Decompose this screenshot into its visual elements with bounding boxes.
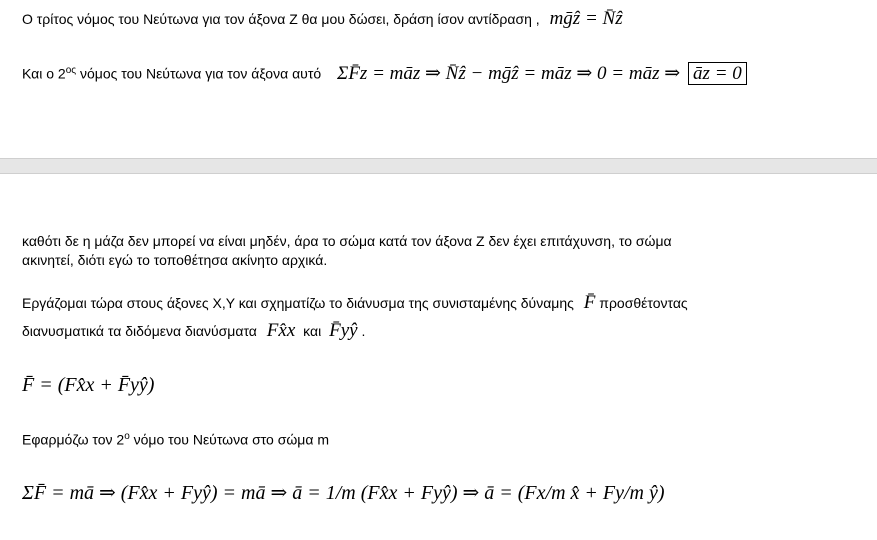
paragraph-resultant-force-line-1 [22,294,688,312]
third-law-text: Ο τρίτος νόμος του Νεύτωνα για τον άξονα Z θα μου δώσει, δράση ίσον αντίδραση , [22,11,540,27]
and-word: και [303,323,322,339]
equation-resultant-force: F̄ = (Fx̂x + F̄yŷ) [22,374,155,396]
vector-fy-formula: F̄yŷ [329,320,358,341]
newton-third-law-line [22,10,623,28]
resultant-force-text-end: προσθέτοντας [599,295,688,311]
second-law-text: νόμος του Νεύτωνα για τον άξονα αυτό [76,65,322,82]
paragraph-no-acceleration-line-2: ακινητεί, διότι εγώ το τοποθέτησα ακίνητο αρχικά. [22,252,328,268]
equation-acceleration-derivation: ΣF̄ = mā ⇒ (Fx̂x + Fyŷ) = mā ⇒ ā = 1/m (Fx̂x + Fyŷ) ⇒ ā = (Fx/m x̂ + Fy/m ŷ) [22,482,665,504]
document-page-2 [0,174,877,540]
page-separator [0,158,877,174]
apply-law-text-end: νόμο του Νεύτωνα στο σώμα m [129,431,330,448]
vectors-given-text: διανυσματικά τα διδόμενα διανύσματα [22,323,257,339]
second-law-prefix: Και ο 2 [22,65,66,82]
second-law-sup: ος [65,65,77,76]
newton-second-law-z-line [22,62,747,83]
apply-law-text: Εφαρμόζω τον 2 [22,431,125,448]
third-law-formula: mḡẑ = N̄ẑ [549,8,623,29]
resultant-force-text: Εργάζομαι τώρα στους άξονες X,Y και σχηματίζω το διάνυσμα της συνισταμένης δύναμης [22,295,574,311]
second-law-z-formula: ΣF̄z = māz ⇒ N̄ẑ − mḡẑ = māz ⇒ 0 = māz ⇒ [337,62,681,84]
vector-fx-formula: Fx̂x [266,320,296,341]
document-page-1 [0,0,877,158]
boxed-result-az-zero: āz = 0 [688,62,747,85]
paragraph-no-acceleration-line-1: καθότι δε η μάζα δεν μπορεί να είναι μηδέν, άρα το σώμα κατά τον άξονα Z δεν έχει επιτάχυνση, το σώμα [22,233,672,249]
resultant-force-symbol: F̄ [583,292,596,313]
apply-law-sup: ο [124,431,130,442]
paragraph-apply-second-law [22,428,329,449]
paragraph-resultant-force-line-2: διανυσματικά τα διδόμενα διανύσματα Fx̂x και F̄yŷ . [22,320,366,341]
